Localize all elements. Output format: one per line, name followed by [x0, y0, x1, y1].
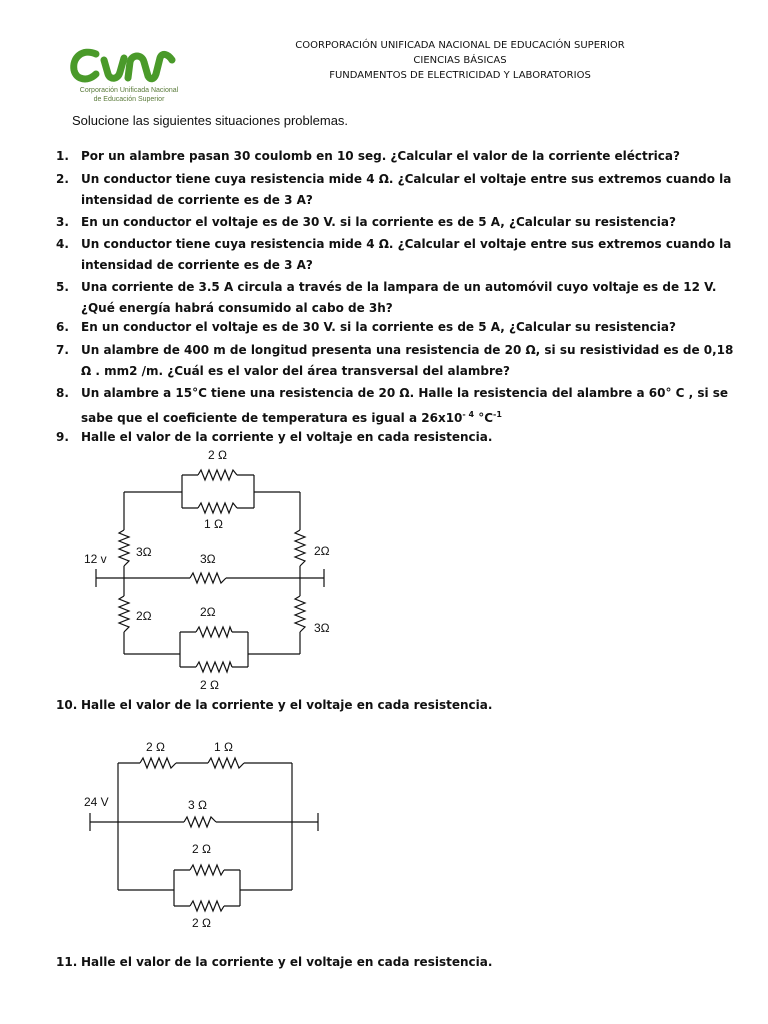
resistor-label: 1 Ω [214, 740, 233, 754]
question-number: 3. [56, 215, 69, 229]
question-number: 10. [56, 698, 78, 712]
resistor-label: 2Ω [136, 609, 152, 623]
resistor-label: 2 Ω [200, 678, 219, 692]
resistor-label: 2Ω [314, 544, 330, 558]
resistor-label: 3Ω [136, 545, 152, 559]
wire [90, 813, 318, 831]
exponent: -1 [493, 410, 502, 419]
question-number: 1. [56, 149, 69, 163]
question-number: 5. [56, 280, 69, 294]
resistor-label: 3 Ω [188, 798, 207, 812]
resistor-label: 3Ω [314, 621, 330, 635]
question-text: Halle el valor de la corriente y el voltaje en cada resistencia. [81, 955, 493, 969]
unit-text: °C [474, 411, 494, 425]
question-number: 7. [56, 343, 69, 357]
wire [174, 870, 240, 906]
question-number: 2. [56, 172, 69, 186]
source-voltage-label: 24 V [84, 795, 109, 809]
header-line1: COORPORACIÓN UNIFICADA NACIONAL DE EDUCACIÓN SUPERIOR [295, 40, 625, 51]
question-text: Un alambre de 400 m de longitud presenta una resistencia de 20 Ω, si su resistividad es de 0,18 Ω . mm2 /m. ¿Cuál es el valor del área transversal del alambre? [81, 343, 734, 378]
question-text: Una corriente de 3.5 A circula a través de la lampara de un automóvil cuyo voltaje es de 12 V. ¿Qué energía habrá consumido al cabo de 3h? [81, 280, 717, 315]
wire [118, 763, 292, 890]
header-line2: CIENCIAS BÁSICAS [413, 55, 507, 66]
question-text-main: Un alambre a 15°C tiene una resistencia de 20 Ω. Halle la resistencia del alambre a 60° C , si se sabe que el coeficiente de temperatura es igual a 26x10 [81, 386, 729, 425]
question-text: Halle el valor de la corriente y el voltaje en cada resistencia. [81, 698, 493, 712]
question-number: 8. [56, 386, 69, 400]
resistor-top-left [140, 758, 176, 768]
question-number: 4. [56, 237, 69, 251]
question-text: Un conductor tiene cuya resistencia mide 4 Ω. ¿Calcular el voltaje entre sus extremos cuando la intensidad de corriente es de 3 A? [81, 237, 732, 272]
question-text: En un conductor el voltaje es de 30 V. si la corriente es de 5 A, ¿Calcular su resistencia? [81, 215, 676, 229]
resistor-label: 2Ω [200, 605, 216, 619]
question-text: Un conductor tiene cuya resistencia mide 4 Ω. ¿Calcular el voltaje entre sus extremos cuando la intensidad de corriente es de 3 A? [81, 172, 732, 207]
intro-text: Solucione las siguientes situaciones problemas. [72, 113, 349, 128]
resistor-middle [184, 817, 216, 827]
resistor-bottom-upper [190, 865, 224, 875]
question-text: En un conductor el voltaje es de 30 V. si la corriente es de 5 A, ¿Calcular su resistencia? [81, 320, 676, 334]
resistor-top-right [208, 758, 244, 768]
resistor-bottom-lower [190, 901, 224, 911]
question-text: Por un alambre pasan 30 coulomb en 10 seg. ¿Calcular el valor de la corriente eléctrica? [81, 149, 680, 163]
header-line3: FUNDAMENTOS DE ELECTRICIDAD Y LABORATORIOS [329, 70, 591, 81]
logo-subtitle-line2: de Educación Superior [93, 96, 165, 103]
resistor-label: 1 Ω [204, 517, 223, 531]
exponent: - 4 [462, 410, 475, 419]
question-number: 11. [56, 955, 78, 969]
question-text: Halle el valor de la corriente y el voltaje en cada resistencia. [81, 430, 493, 444]
resistor-label: 2 Ω [192, 842, 211, 856]
resistor-label: 2 Ω [146, 740, 165, 754]
logo-subtitle-line1: Corporación Unificada Nacional [79, 87, 179, 94]
resistor-label: 3Ω [200, 552, 216, 566]
resistor-label: 2 Ω [208, 448, 227, 462]
question-number: 9. [56, 430, 69, 444]
source-voltage-label: 12 v [84, 552, 107, 566]
question-number: 6. [56, 320, 69, 334]
resistor-label: 2 Ω [192, 916, 211, 930]
